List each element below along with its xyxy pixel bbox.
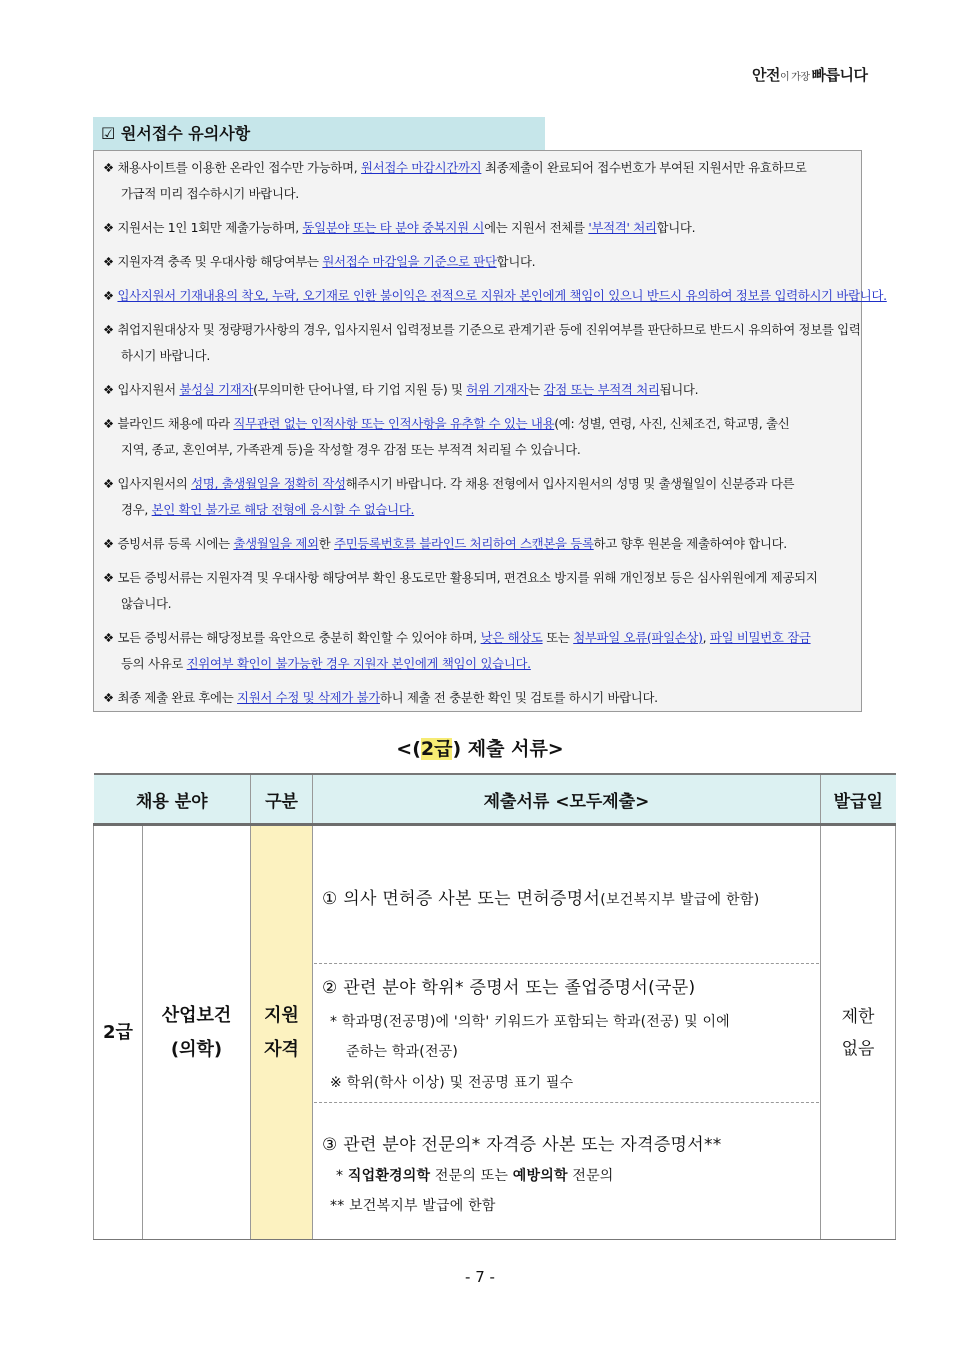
highlight-text: 원서접수 마감시간까지: [361, 160, 482, 175]
documents-title: [0, 734, 960, 761]
documents-cell: [313, 825, 821, 1240]
notice-line: [103, 471, 853, 497]
field-cell: [143, 825, 251, 1240]
notice-item: [103, 215, 853, 241]
documents-table: [93, 773, 896, 1240]
grade-label: 2급: [103, 1021, 133, 1043]
bullet-icon: ❖: [103, 536, 118, 551]
notice-text: 하니 제출 전 충분한 확인 및 검토를 하시기 바랍니다.: [379, 690, 658, 705]
notice-line: [103, 155, 853, 181]
notice-box: [93, 150, 887, 712]
notice-text: 하고 향후 원본을 제출하여야 합니다.: [593, 536, 787, 551]
note-text: 전문의: [567, 1168, 614, 1184]
note-bold: 직업환경의학: [347, 1168, 431, 1184]
document-item-2: [314, 963, 819, 1103]
notice-text: 채용사이트를 이용한 온라인 접수만 가능하며,: [117, 160, 362, 175]
notice-text: 됩니다.: [659, 382, 699, 397]
notice-line: [103, 685, 853, 711]
document-note: [336, 1165, 614, 1185]
documents-title-grade: 2급: [420, 738, 453, 760]
notice-line: [103, 625, 853, 651]
notice-text: 경우,: [121, 502, 152, 517]
notice-item: [103, 283, 887, 309]
notice-title: ☑ 원서접수 유의사항: [93, 117, 545, 150]
bullet-icon: ❖: [103, 416, 118, 431]
notice-item: [103, 249, 853, 275]
table-header-row: [94, 774, 896, 825]
logo-text: 가장: [791, 72, 810, 83]
highlight-text: 낮은 해상도: [480, 630, 543, 645]
notice-line: [103, 411, 853, 437]
notice-line: [103, 565, 853, 591]
notice-text: (무의미한 단어나열, 타 기업 지원 등) 및: [253, 382, 467, 397]
issue-line: 제한: [841, 1006, 875, 1027]
notice-text: 증빙서류 등록 시에는: [117, 536, 234, 551]
bullet-icon: ❖: [103, 220, 118, 235]
documents-title-part: <(: [396, 738, 421, 760]
documents-title-part: ) 제출 서류>: [452, 738, 564, 760]
document-note: 준하는 학과(전공): [346, 1044, 459, 1060]
category-cell: [251, 825, 313, 1240]
highlight-text: 지원서 수정 및 삭제가 불가: [237, 690, 380, 705]
notice-text: 하시기 바랍니다.: [121, 348, 210, 363]
notice-line: [103, 651, 853, 677]
bullet-icon: ❖: [103, 570, 118, 585]
document-main: ② 관련 분야 학위* 증명서 또는 졸업증명서(국문): [322, 978, 696, 998]
highlight-text: 동일분야 또는 타 분야 중복지원 시: [302, 220, 485, 235]
field-line: (의학): [170, 1038, 223, 1060]
highlight-text: '부적격' 처리: [588, 220, 657, 235]
document-main: ③ 관련 분야 전문의* 자격증 사본 또는 자격증명서**: [322, 1135, 722, 1155]
notice-text: 에는 지원서 전체를: [484, 220, 589, 235]
bullet-icon: ❖: [103, 160, 118, 175]
highlight-text: 첨부파일 오류(파일손상): [573, 630, 703, 645]
notice-text: 블라인드 채용에 따라: [117, 416, 234, 431]
notice-line: [103, 181, 853, 207]
notice-line: [103, 343, 853, 369]
notice-line: [103, 317, 861, 343]
bullet-icon: ❖: [103, 322, 118, 337]
note-text: 전문의 또는: [430, 1168, 513, 1184]
notice-text: 합니다.: [496, 254, 536, 269]
notice-text: 모든 증빙서류는 지원자격 및 우대사항 해당여부 확인 용도로만 활용되며, 편견요소 방지를 위해 개인정보 등은 심사위원에게 제공되지: [117, 570, 818, 585]
document-note: ※ 학위(학사 이상) 및 전공명 표기 필수: [330, 1075, 574, 1091]
document-note: ** 보건복지부 발급에 한함: [330, 1198, 496, 1214]
notice-text: 한: [318, 536, 335, 551]
highlight-text: 허위 기재자: [466, 382, 529, 397]
notice-text: 가급적 미리 접수하시기 바랍니다.: [121, 186, 299, 201]
notice-text: 합니다.: [656, 220, 696, 235]
issue-date-cell: [821, 825, 896, 1240]
notice-item: [103, 471, 853, 523]
notice-line: [103, 531, 853, 557]
notice-text: 또는: [542, 630, 574, 645]
field-line: 산업보건: [161, 1004, 232, 1026]
notice-line: [103, 497, 853, 523]
notice-line: [103, 283, 887, 309]
notice-text: 지원서는 1인 1회만 제출가능하며,: [117, 220, 303, 235]
notice-item: [103, 685, 853, 711]
page-number: - 7 -: [465, 1268, 495, 1286]
document-main: [322, 884, 759, 909]
notice-text: 해주시기 바랍니다. 각 채용 전형에서 입사지원서의 성명 및 출생월일이 신분증과 다른: [345, 476, 795, 491]
header-category: 구분: [251, 774, 313, 825]
bullet-icon: ❖: [103, 288, 118, 303]
notice-item: [103, 565, 853, 617]
notice-text: 최종제출이 완료되어 접수번호가 부여된 지원서만 유효하므로: [481, 160, 807, 175]
bullet-icon: ❖: [103, 476, 118, 491]
document-item-1: [314, 827, 819, 964]
notice-text: 입사지원서: [117, 382, 180, 397]
notice-line: [103, 249, 853, 275]
highlight-text: 진위여부 확인이 불가능한 경우 지원자 본인에게 책임이 있습니다.: [186, 656, 531, 671]
document-text-small: (보건복지부 발급에 한함): [600, 892, 760, 908]
highlight-text: 원서접수 마감일을 기준으로 판단: [322, 254, 497, 269]
bullet-icon: ❖: [103, 630, 118, 645]
document-item-3: [314, 1102, 819, 1238]
issue-line: 없음: [841, 1038, 875, 1059]
document-text: ① 의사 면허증 사본 또는 면허증명서: [322, 889, 601, 909]
notice-line: [103, 215, 853, 241]
highlight-text: 감점 또는 부적격 처리: [543, 382, 660, 397]
notice-text: 지역, 종교, 혼인여부, 가족관계 등)을 작성할 경우 감점 또는 부적격 처리될 수 있습니다.: [121, 442, 581, 457]
notice-text: 입사지원서의: [117, 476, 192, 491]
notice-item: [103, 317, 861, 369]
notice-text: 모든 증빙서류는 해당정보를 육안으로 충분히 확인할 수 있어야 하며,: [117, 630, 481, 645]
highlight-text: 본인 확인 불가로 해당 전형에 응시할 수 없습니다.: [151, 502, 415, 517]
grade-cell: [94, 825, 143, 1240]
highlight-text: 직무관련 없는 인적사항 또는 인적사항을 유추할 수 있는 내용: [233, 416, 555, 431]
highlight-text: 성명, 출생월일을 정확히 작성: [191, 476, 346, 491]
notice-text: 등의 사유로: [121, 656, 187, 671]
notice-text: 취업지원대상자 및 정량평가사항의 경우, 입사지원서 입력정보를 기준으로 관계기관 등에 진위여부를 판단하므로 반드시 유의하여 정보를 입력: [117, 322, 861, 337]
bullet-icon: ❖: [103, 254, 118, 269]
notice-line: [103, 377, 853, 403]
logo-text: 빠릅니다: [811, 66, 868, 84]
brand-logo: [752, 64, 867, 85]
highlight-text: 불성실 기재자: [179, 382, 254, 397]
notice-text: ,: [702, 630, 710, 645]
notice-text: 않습니다.: [121, 596, 172, 611]
document-note: * 학과명(전공명)에 '의학' 키워드가 포함되는 학과(전공) 및 이에: [330, 1014, 730, 1030]
highlight-text: 주민등록번호를 블라인드 처리하여 스캔본을 등록: [334, 536, 594, 551]
category-line: 지원: [264, 1004, 299, 1026]
notice-item: [103, 531, 853, 557]
category-line: 자격: [264, 1038, 299, 1060]
notice-item: [103, 377, 853, 403]
notice-item: [103, 155, 853, 207]
logo-text: 안전: [752, 66, 780, 84]
notice-text: 지원자격 충족 및 우대사항 해당여부는: [117, 254, 323, 269]
notice-text: (예: 성별, 연령, 사진, 신체조건, 학교명, 출신: [554, 416, 790, 431]
highlight-text: 파일 비밀번호 잠금: [709, 630, 811, 645]
logo-text: 이: [779, 72, 790, 83]
header-documents-label: 제출서류 <모두제출>: [483, 791, 650, 812]
bullet-icon: ❖: [103, 382, 118, 397]
header-issue-date: 발급일: [821, 774, 896, 825]
bullet-icon: ❖: [103, 690, 118, 705]
header-field: 채용 분야: [94, 774, 251, 825]
notice-text: 최종 제출 완료 후에는: [117, 690, 238, 705]
highlight-text: 출생월일을 제외: [233, 536, 319, 551]
highlight-text: 입사지원서 기재내용의 착오, 누락, 오기재로 인한 불이익은 전적으로 지원자 본인에게 책임이 있으니 반드시 유의하여 정보를 입력하시기 바랍니다.: [117, 288, 887, 303]
table-row: [94, 825, 896, 1240]
note-bold: 예방의학: [512, 1168, 568, 1184]
notice-line: [103, 591, 853, 617]
notice-line: [103, 437, 853, 463]
notice-item: [103, 411, 853, 463]
notice-text: 는: [528, 382, 544, 397]
header-documents: [313, 774, 821, 825]
notice-item: [103, 625, 853, 677]
note-text: *: [336, 1168, 348, 1184]
